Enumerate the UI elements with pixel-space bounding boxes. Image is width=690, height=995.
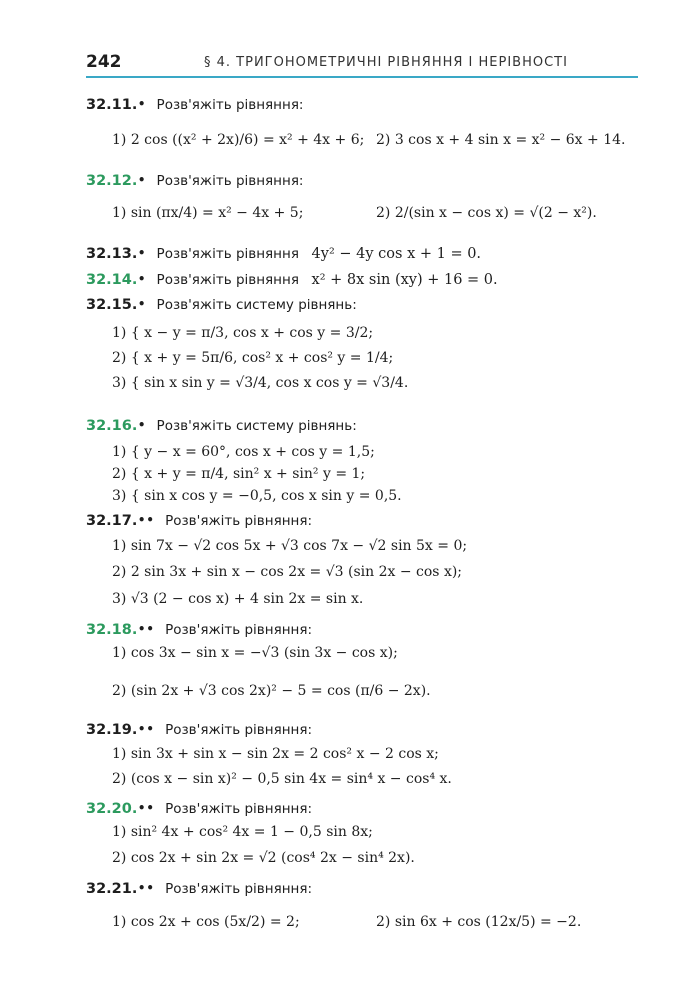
- difficulty-mark: ••: [137, 722, 155, 738]
- exercise-item: 1) 2 cos ((x² + 2x)/6) = x² + 4x + 6;: [112, 132, 365, 148]
- exercise-item: 2) (sin 2x + √3 cos 2x)² − 5 = cos (π/6 − 2x).: [112, 683, 431, 699]
- exercise-number: 32.16.: [86, 418, 138, 434]
- exercise-number: 32.12.: [86, 173, 138, 189]
- exercise-number: 32.11.: [86, 97, 138, 113]
- exercise-prompt: Розв'яжіть рівняння:: [156, 97, 304, 113]
- exercise-prompt: Розв'яжіть рівняння: [156, 246, 299, 262]
- exercise-item: 2) 2 sin 3x + sin x − cos 2x = √3 (sin 2x − cos x);: [112, 564, 463, 580]
- exercise-32-20: [86, 801, 312, 817]
- exercise-32-18: [86, 622, 312, 638]
- exercise-item: 3) { sin x cos y = −0,5, cos x sin y = 0,5.: [112, 488, 402, 504]
- exercise-item: 2) sin 6x + cos (12x/5) = −2.: [376, 914, 582, 930]
- difficulty-mark: ••: [137, 801, 155, 817]
- exercise-number: 32.21.: [86, 881, 138, 897]
- exercise-prompt: Розв'яжіть рівняння:: [165, 722, 313, 738]
- exercise-prompt: Розв'яжіть рівняння:: [165, 622, 313, 638]
- exercise-item: 3) √3 (2 − cos x) + 4 sin 2x = sin x.: [112, 591, 364, 607]
- difficulty-mark: •: [137, 272, 146, 288]
- page-number: 242: [86, 52, 122, 72]
- exercise-prompt: Розв'яжіть рівняння:: [165, 801, 313, 817]
- exercise-number: 32.17.: [86, 513, 138, 529]
- exercise-prompt: Розв'яжіть систему рівнянь:: [156, 418, 357, 434]
- exercise-32-19: [86, 722, 312, 738]
- exercise-equation: 4y² − 4y cos x + 1 = 0.: [311, 246, 482, 262]
- difficulty-mark: •: [137, 246, 146, 262]
- exercise-32-21: [86, 881, 312, 897]
- exercise-item: 1) cos 2x + cos (5x/2) = 2;: [112, 914, 300, 930]
- difficulty-mark: ••: [137, 513, 155, 529]
- exercise-number: 32.15.: [86, 297, 138, 313]
- difficulty-mark: •: [137, 173, 146, 189]
- exercise-item: 2) (cos x − sin x)² − 0,5 sin 4x = sin⁴ x − cos⁴ x.: [112, 771, 452, 787]
- exercise-item: 1) sin² 4x + cos² 4x = 1 − 0,5 sin 8x;: [112, 824, 373, 840]
- exercise-prompt: Розв'яжіть систему рівнянь:: [156, 297, 357, 313]
- exercise-number: 32.19.: [86, 722, 138, 738]
- exercise-32-14: [86, 272, 498, 288]
- exercise-item: 2) { x + y = 5π/6, cos² x + cos² y = 1/4;: [112, 350, 394, 366]
- exercise-item: 2) 3 cos x + 4 sin x = x² − 6x + 14.: [376, 132, 626, 148]
- exercise-32-15: [86, 297, 357, 313]
- exercise-prompt: Розв'яжіть рівняння:: [165, 881, 313, 897]
- chapter-title: § 4. ТРИГОНОМЕТРИЧНІ РІВНЯННЯ І НЕРІВНОСТІ: [204, 55, 568, 70]
- exercise-item: 1) sin (πx/4) = x² − 4x + 5;: [112, 205, 304, 221]
- exercise-prompt: Розв'яжіть рівняння:: [165, 513, 313, 529]
- exercise-32-13: [86, 246, 481, 262]
- exercise-item: 1) { y − x = 60°, cos x + cos y = 1,5;: [112, 444, 375, 460]
- exercise-item: 1) { x − y = π/3, cos x + cos y = 3/2;: [112, 325, 374, 341]
- exercise-32-11: [86, 97, 304, 113]
- exercise-equation: x² + 8x sin (xy) + 16 = 0.: [311, 272, 498, 288]
- exercise-item: 1) sin 7x − √2 cos 5x + √3 cos 7x − √2 sin 5x = 0;: [112, 538, 468, 554]
- difficulty-mark: •: [137, 97, 146, 113]
- exercise-number: 32.14.: [86, 272, 138, 288]
- exercise-item: 2) 2/(sin x − cos x) = √(2 − x²).: [376, 205, 597, 221]
- exercise-32-16: [86, 418, 357, 434]
- header-rule: [86, 76, 638, 78]
- exercise-item: 1) sin 3x + sin x − sin 2x = 2 cos² x − 2 cos x;: [112, 746, 439, 762]
- exercise-32-17: [86, 513, 312, 529]
- exercise-number: 32.20.: [86, 801, 138, 817]
- exercise-number: 32.18.: [86, 622, 138, 638]
- exercise-item: 3) { sin x sin y = √3/4, cos x cos y = √3/4.: [112, 375, 409, 391]
- difficulty-mark: •: [137, 297, 146, 313]
- difficulty-mark: •: [137, 418, 146, 434]
- page-header: [86, 50, 638, 78]
- difficulty-mark: ••: [137, 622, 155, 638]
- exercise-item: 2) { x + y = π/4, sin² x + sin² y = 1;: [112, 466, 366, 482]
- exercise-item: 1) cos 3x − sin x = −√3 (sin 3x − cos x);: [112, 645, 398, 661]
- exercise-prompt: Розв'яжіть рівняння:: [156, 173, 304, 189]
- difficulty-mark: ••: [137, 881, 155, 897]
- exercise-32-12: [86, 173, 304, 189]
- exercise-prompt: Розв'яжіть рівняння: [156, 272, 299, 288]
- exercise-number: 32.13.: [86, 246, 138, 262]
- exercise-item: 2) cos 2x + sin 2x = √2 (cos⁴ 2x − sin⁴ 2x).: [112, 850, 415, 866]
